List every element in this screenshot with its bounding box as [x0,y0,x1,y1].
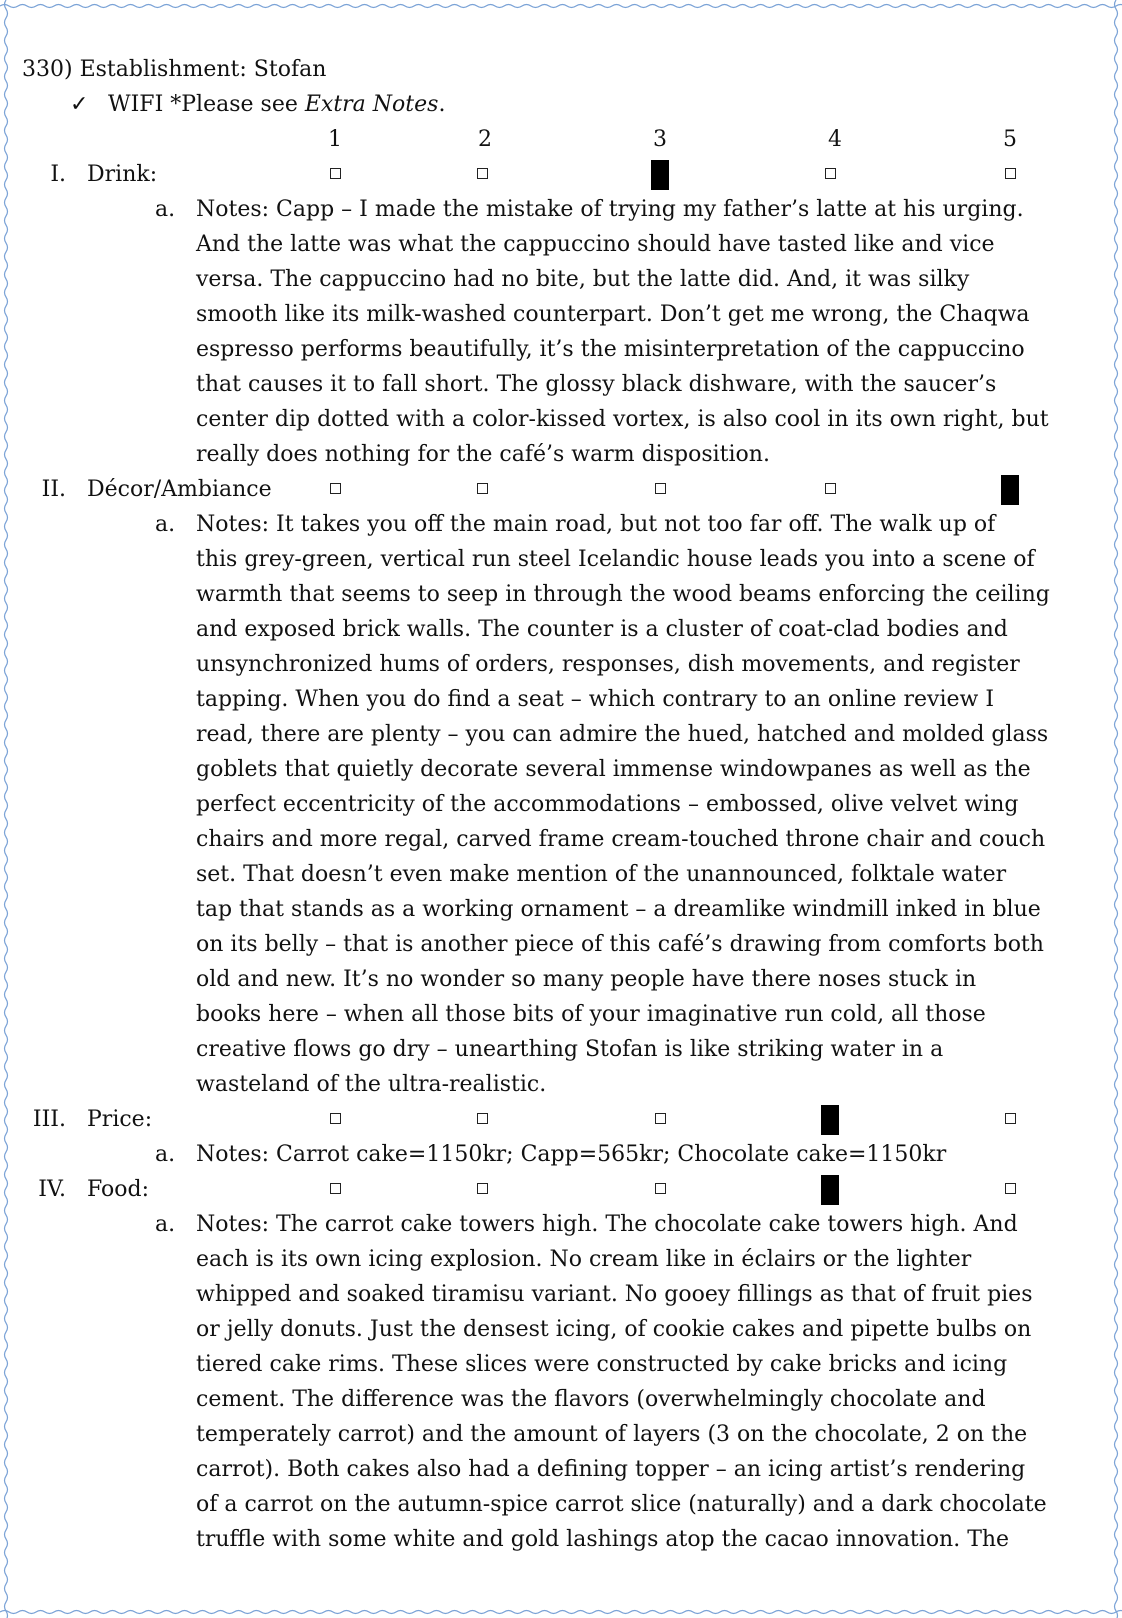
note-marker: a. [155,512,176,537]
note-text: tiered cake rims. These slices were constructed by cake bricks and icing [196,1352,1008,1377]
section-row [0,1172,1122,1207]
note-line-row [0,682,1122,717]
section-numeral: III. [32,1107,66,1132]
scale-label-4: 4 [828,127,842,152]
note-text: chairs and more regal, carved frame cream-touched throne chair and couch [196,827,1046,852]
note-line-row [0,192,1122,227]
rating-box-empty [477,168,488,179]
note-line-row [0,927,1122,962]
rating-box-empty [330,483,341,494]
note-line-row [0,542,1122,577]
note-text: temperately carrot) and the amount of layers (3 on the chocolate, 2 on the [196,1422,1028,1447]
note-line-row [0,1137,1122,1172]
note-text: tap that stands as a working ornament – a dreamlike windmill inked in blue [196,897,1041,922]
note-line-row [0,857,1122,892]
rating-box-empty [1005,168,1016,179]
rating-box-empty [1005,1113,1016,1124]
scale-label-2: 2 [478,127,492,152]
note-text: and exposed brick walls. The counter is a cluster of coat-clad bodies and [196,617,1008,642]
note-text: Notes: Capp – I made the mistake of trying my father’s latte at his urging. [196,197,1024,222]
note-text: perfect eccentricity of the accommodations – embossed, olive velvet wing [196,792,1019,817]
rating-box-empty [825,483,836,494]
note-line-row [0,1207,1122,1242]
note-marker: a. [155,1212,176,1237]
section-numeral: II. [41,477,66,502]
note-line-row [0,962,1122,997]
note-text: really does nothing for the café’s warm disposition. [196,442,770,467]
wifi-note [108,87,445,122]
note-line-row [0,1277,1122,1312]
note-line-row [0,367,1122,402]
note-text: warmth that seems to seep in through the wood beams enforcing the ceiling [196,582,1050,607]
note-text: on its belly – that is another piece of this café’s drawing from comforts both [196,932,1044,957]
extra-notes-reference: Extra Notes [304,92,439,117]
rating-box-selected [651,160,669,190]
rating-box-selected [1001,475,1019,505]
section-label: Food: [87,1177,150,1202]
rating-scale-header [0,122,1122,157]
note-text: And the latte was what the cappuccino should have tasted like and vice [196,232,995,257]
rating-box-empty [330,1113,341,1124]
rating-box-empty [825,168,836,179]
note-line-row [0,1067,1122,1102]
note-text: smooth like its milk-washed counterpart. Don’t get me wrong, the Chaqwa [196,302,1030,327]
note-text: or jelly donuts. Just the densest icing, of cookie cakes and pipette bulbs on [196,1317,1032,1342]
note-text: that causes it to fall short. The glossy black dishware, with the saucer’s [196,372,997,397]
note-line-row [0,892,1122,927]
scale-label-5: 5 [1003,127,1017,152]
note-line-row [0,1487,1122,1522]
note-text: whipped and soaked tiramisu variant. No gooey fillings as that of fruit pies [196,1282,1033,1307]
rating-box-empty [477,483,488,494]
section-label: Drink: [87,162,158,187]
section-row [0,157,1122,192]
section-numeral: IV. [38,1177,66,1202]
note-line-row [0,1312,1122,1347]
note-text: each is its own icing explosion. No cream like in éclairs or the lighter [196,1247,972,1272]
note-line-row [0,717,1122,752]
note-text: books here – when all those bits of your imaginative run cold, all those [196,1002,986,1027]
note-line-row [0,1417,1122,1452]
establishment-heading: 330) Establishment: Stofan [22,57,327,82]
note-line-row [0,402,1122,437]
note-text: carrot). Both cakes also had a defining topper – an icing artist’s rendering [196,1457,1026,1482]
note-text: Notes: It takes you off the main road, but not too far off. The walk up of [196,512,996,537]
note-text: versa. The cappuccino had no bite, but the latte did. And, it was silky [196,267,970,292]
note-text: set. That doesn’t even make mention of the unannounced, folktale water [196,862,1007,887]
note-line-row [0,332,1122,367]
note-text: this grey-green, vertical run steel Icelandic house leads you into a scene of [196,547,1035,572]
note-line-row [0,1452,1122,1487]
note-text: goblets that quietly decorate several immense windowpanes as well as the [196,757,1031,782]
rating-box-selected [821,1175,839,1205]
wifi-label: WIFI *Please see [108,92,305,117]
section-row [0,1102,1122,1137]
establishment-heading-line [0,52,1122,87]
note-text: center dip dotted with a color-kissed vortex, is also cool in its own right, but [196,407,1049,432]
note-marker: a. [155,197,176,222]
note-line-row [0,997,1122,1032]
note-text: of a carrot on the autumn-spice carrot slice (naturally) and a dark chocolate [196,1492,1047,1517]
note-text: wasteland of the ultra-realistic. [196,1072,547,1097]
wifi-line [0,87,1122,122]
note-line-row [0,1242,1122,1277]
rating-box-empty [655,483,666,494]
note-text: creative flows go dry – unearthing Stofan is like striking water in a [196,1037,944,1062]
note-text: cement. The difference was the flavors (overwhelmingly chocolate and [196,1387,986,1412]
note-text: Notes: Carrot cake=1150kr; Capp=565kr; Chocolate cake=1150kr [196,1142,947,1167]
rating-box-empty [330,1183,341,1194]
note-line-row [0,297,1122,332]
note-line-row [0,787,1122,822]
note-line-row [0,612,1122,647]
note-line-row [0,437,1122,472]
scale-label-3: 3 [653,127,667,152]
note-line-row [0,1522,1122,1557]
note-line-row [0,1347,1122,1382]
note-line-row [0,1032,1122,1067]
note-text: truffle with some white and gold lashings atop the cacao innovation. The [196,1527,1010,1552]
rating-box-empty [655,1113,666,1124]
rating-box-empty [477,1113,488,1124]
note-line-row [0,822,1122,857]
checkmark-icon: ✓ [70,92,89,117]
scale-label-1: 1 [328,127,342,152]
note-text: old and new. It’s no wonder so many people have there noses stuck in [196,967,977,992]
note-text: Notes: The carrot cake towers high. The chocolate cake towers high. And [196,1212,1018,1237]
note-line-row [0,1382,1122,1417]
note-line-row [0,752,1122,787]
note-text: espresso performs beautifully, it’s the misinterpretation of the cappuccino [196,337,1025,362]
note-text: read, there are plenty – you can admire the hued, hatched and molded glass [196,722,1049,747]
note-line-row [0,262,1122,297]
section-numeral: I. [50,162,66,187]
rating-box-selected [821,1105,839,1135]
rating-box-empty [477,1183,488,1194]
note-line-row [0,507,1122,542]
rating-box-empty [330,168,341,179]
wifi-period: . [438,92,446,117]
note-text: unsynchronized hums of orders, responses, dish movements, and register [196,652,1020,677]
rating-box-empty [655,1183,666,1194]
note-line-row [0,577,1122,612]
note-text: tapping. When you do find a seat – which contrary to an online review I [196,687,995,712]
section-row [0,472,1122,507]
note-marker: a. [155,1142,176,1167]
section-label: Décor/Ambiance [87,477,272,502]
rating-box-empty [1005,1183,1016,1194]
note-line-row [0,647,1122,682]
section-label: Price: [87,1107,153,1132]
note-line-row [0,227,1122,262]
